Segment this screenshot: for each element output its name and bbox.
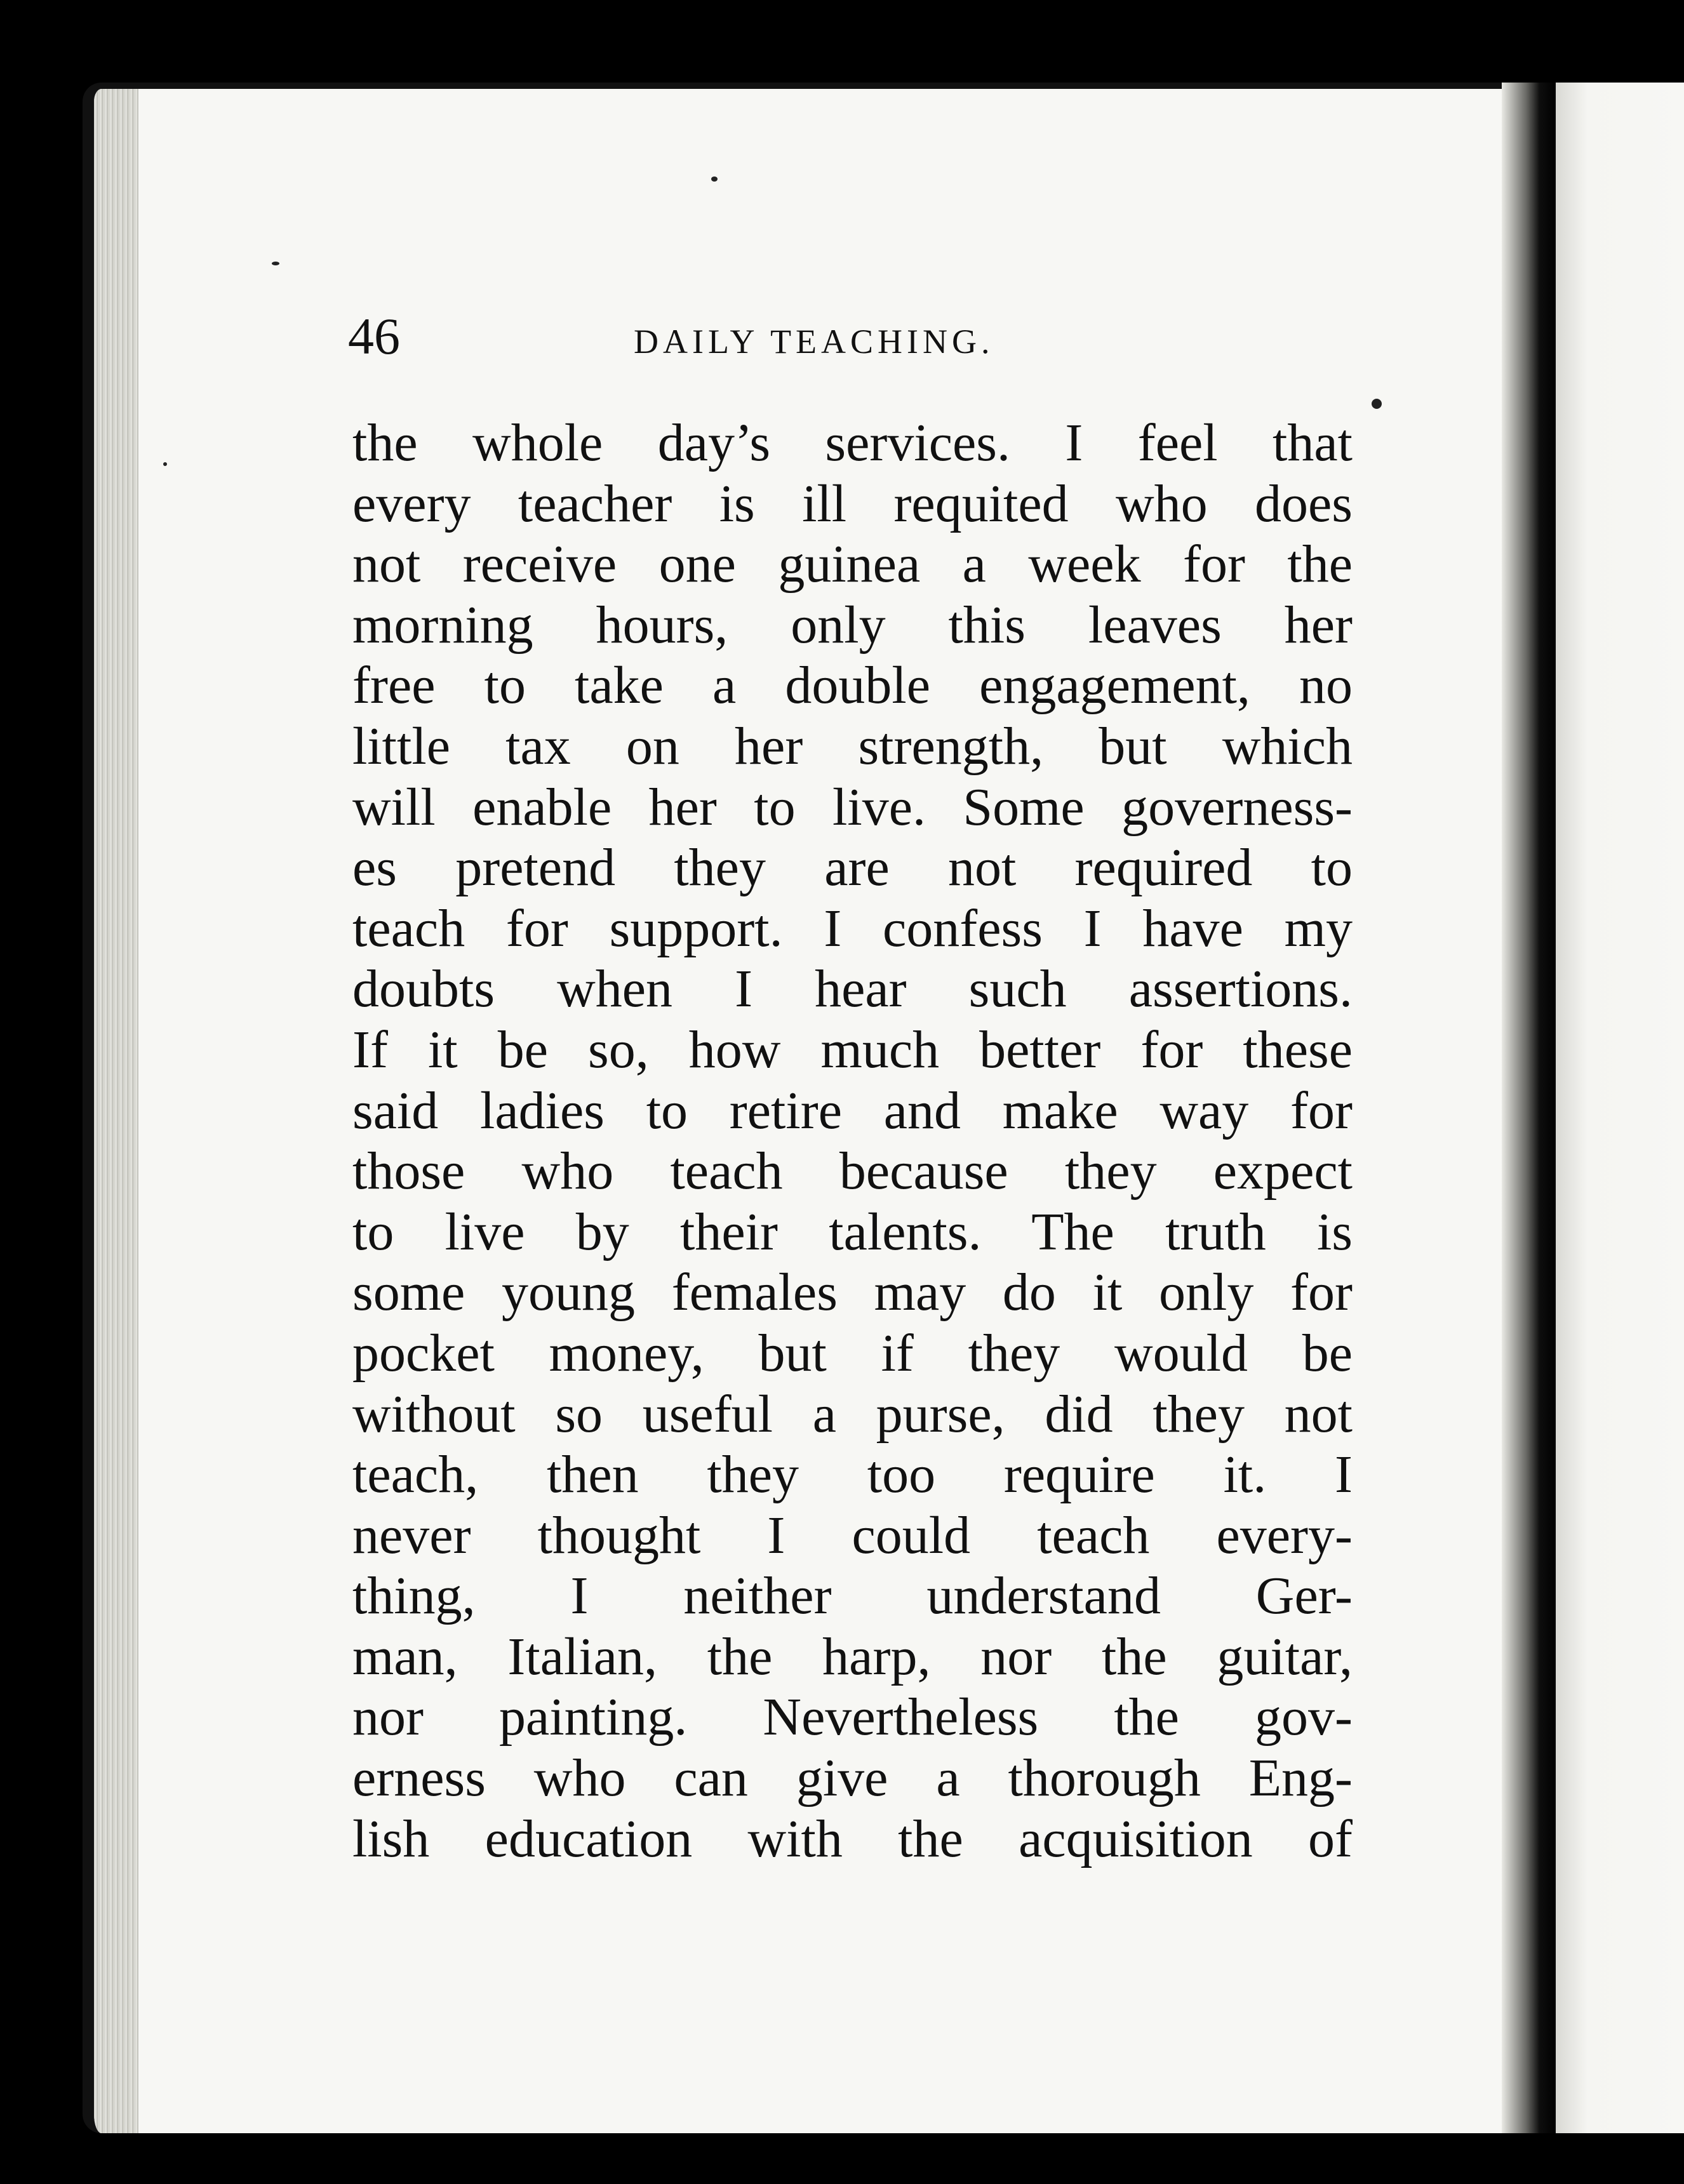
text-line: teach for support. I confess I have my xyxy=(352,898,1353,958)
page-fore-edge xyxy=(94,89,138,2133)
text-line: teach, then they too require it. I xyxy=(352,1445,1353,1505)
text-line: morning hours, only this leaves her xyxy=(352,595,1353,655)
right-page-sliver xyxy=(1556,83,1684,2133)
text-line: es pretend they are not required to xyxy=(352,838,1353,898)
page-header xyxy=(348,298,1377,375)
text-line: never thought I could teach every- xyxy=(352,1505,1353,1565)
text-line: man, Italian, the harp, nor the guitar, xyxy=(352,1627,1353,1686)
text-line: said ladies to retire and make way for xyxy=(352,1081,1353,1140)
text-line: If it be so, how much better for these xyxy=(352,1020,1353,1079)
text-line: erness who can give a thorough Eng- xyxy=(352,1748,1353,1808)
text-line: without so useful a purse, did they not xyxy=(352,1384,1353,1444)
text-line: doubts when I hear such assertions. xyxy=(352,959,1353,1019)
running-head: DAILY TEACHING. xyxy=(634,323,994,361)
scan-speck xyxy=(163,462,167,466)
text-line: the whole day’s services. I feel that xyxy=(352,413,1353,472)
scan-speck xyxy=(711,176,718,182)
text-line: lish education with the acquisition of xyxy=(352,1809,1353,1868)
text-line: every teacher is ill requited who does xyxy=(352,474,1353,533)
book-gutter xyxy=(1502,83,1556,2133)
text-line: some young females may do it only for xyxy=(352,1263,1353,1322)
body-text xyxy=(352,413,1353,1869)
scan-speck xyxy=(1372,399,1382,409)
text-line: free to take a double engagement, no xyxy=(352,656,1353,716)
text-line: to live by their talents. The truth is xyxy=(352,1202,1353,1262)
text-line: those who teach because they expect xyxy=(352,1142,1353,1201)
scan-speck xyxy=(272,262,279,265)
page-number: 46 xyxy=(348,307,400,365)
text-line: pocket money, but if they would be xyxy=(352,1323,1353,1383)
text-line: thing, I neither understand Ger- xyxy=(352,1566,1353,1626)
text-line: not receive one guinea a week for the xyxy=(352,535,1353,594)
text-line: will enable her to live. Some governess- xyxy=(352,777,1353,837)
text-line: nor painting. Nevertheless the gov- xyxy=(352,1688,1353,1747)
text-line: little tax on her strength, but which xyxy=(352,716,1353,776)
